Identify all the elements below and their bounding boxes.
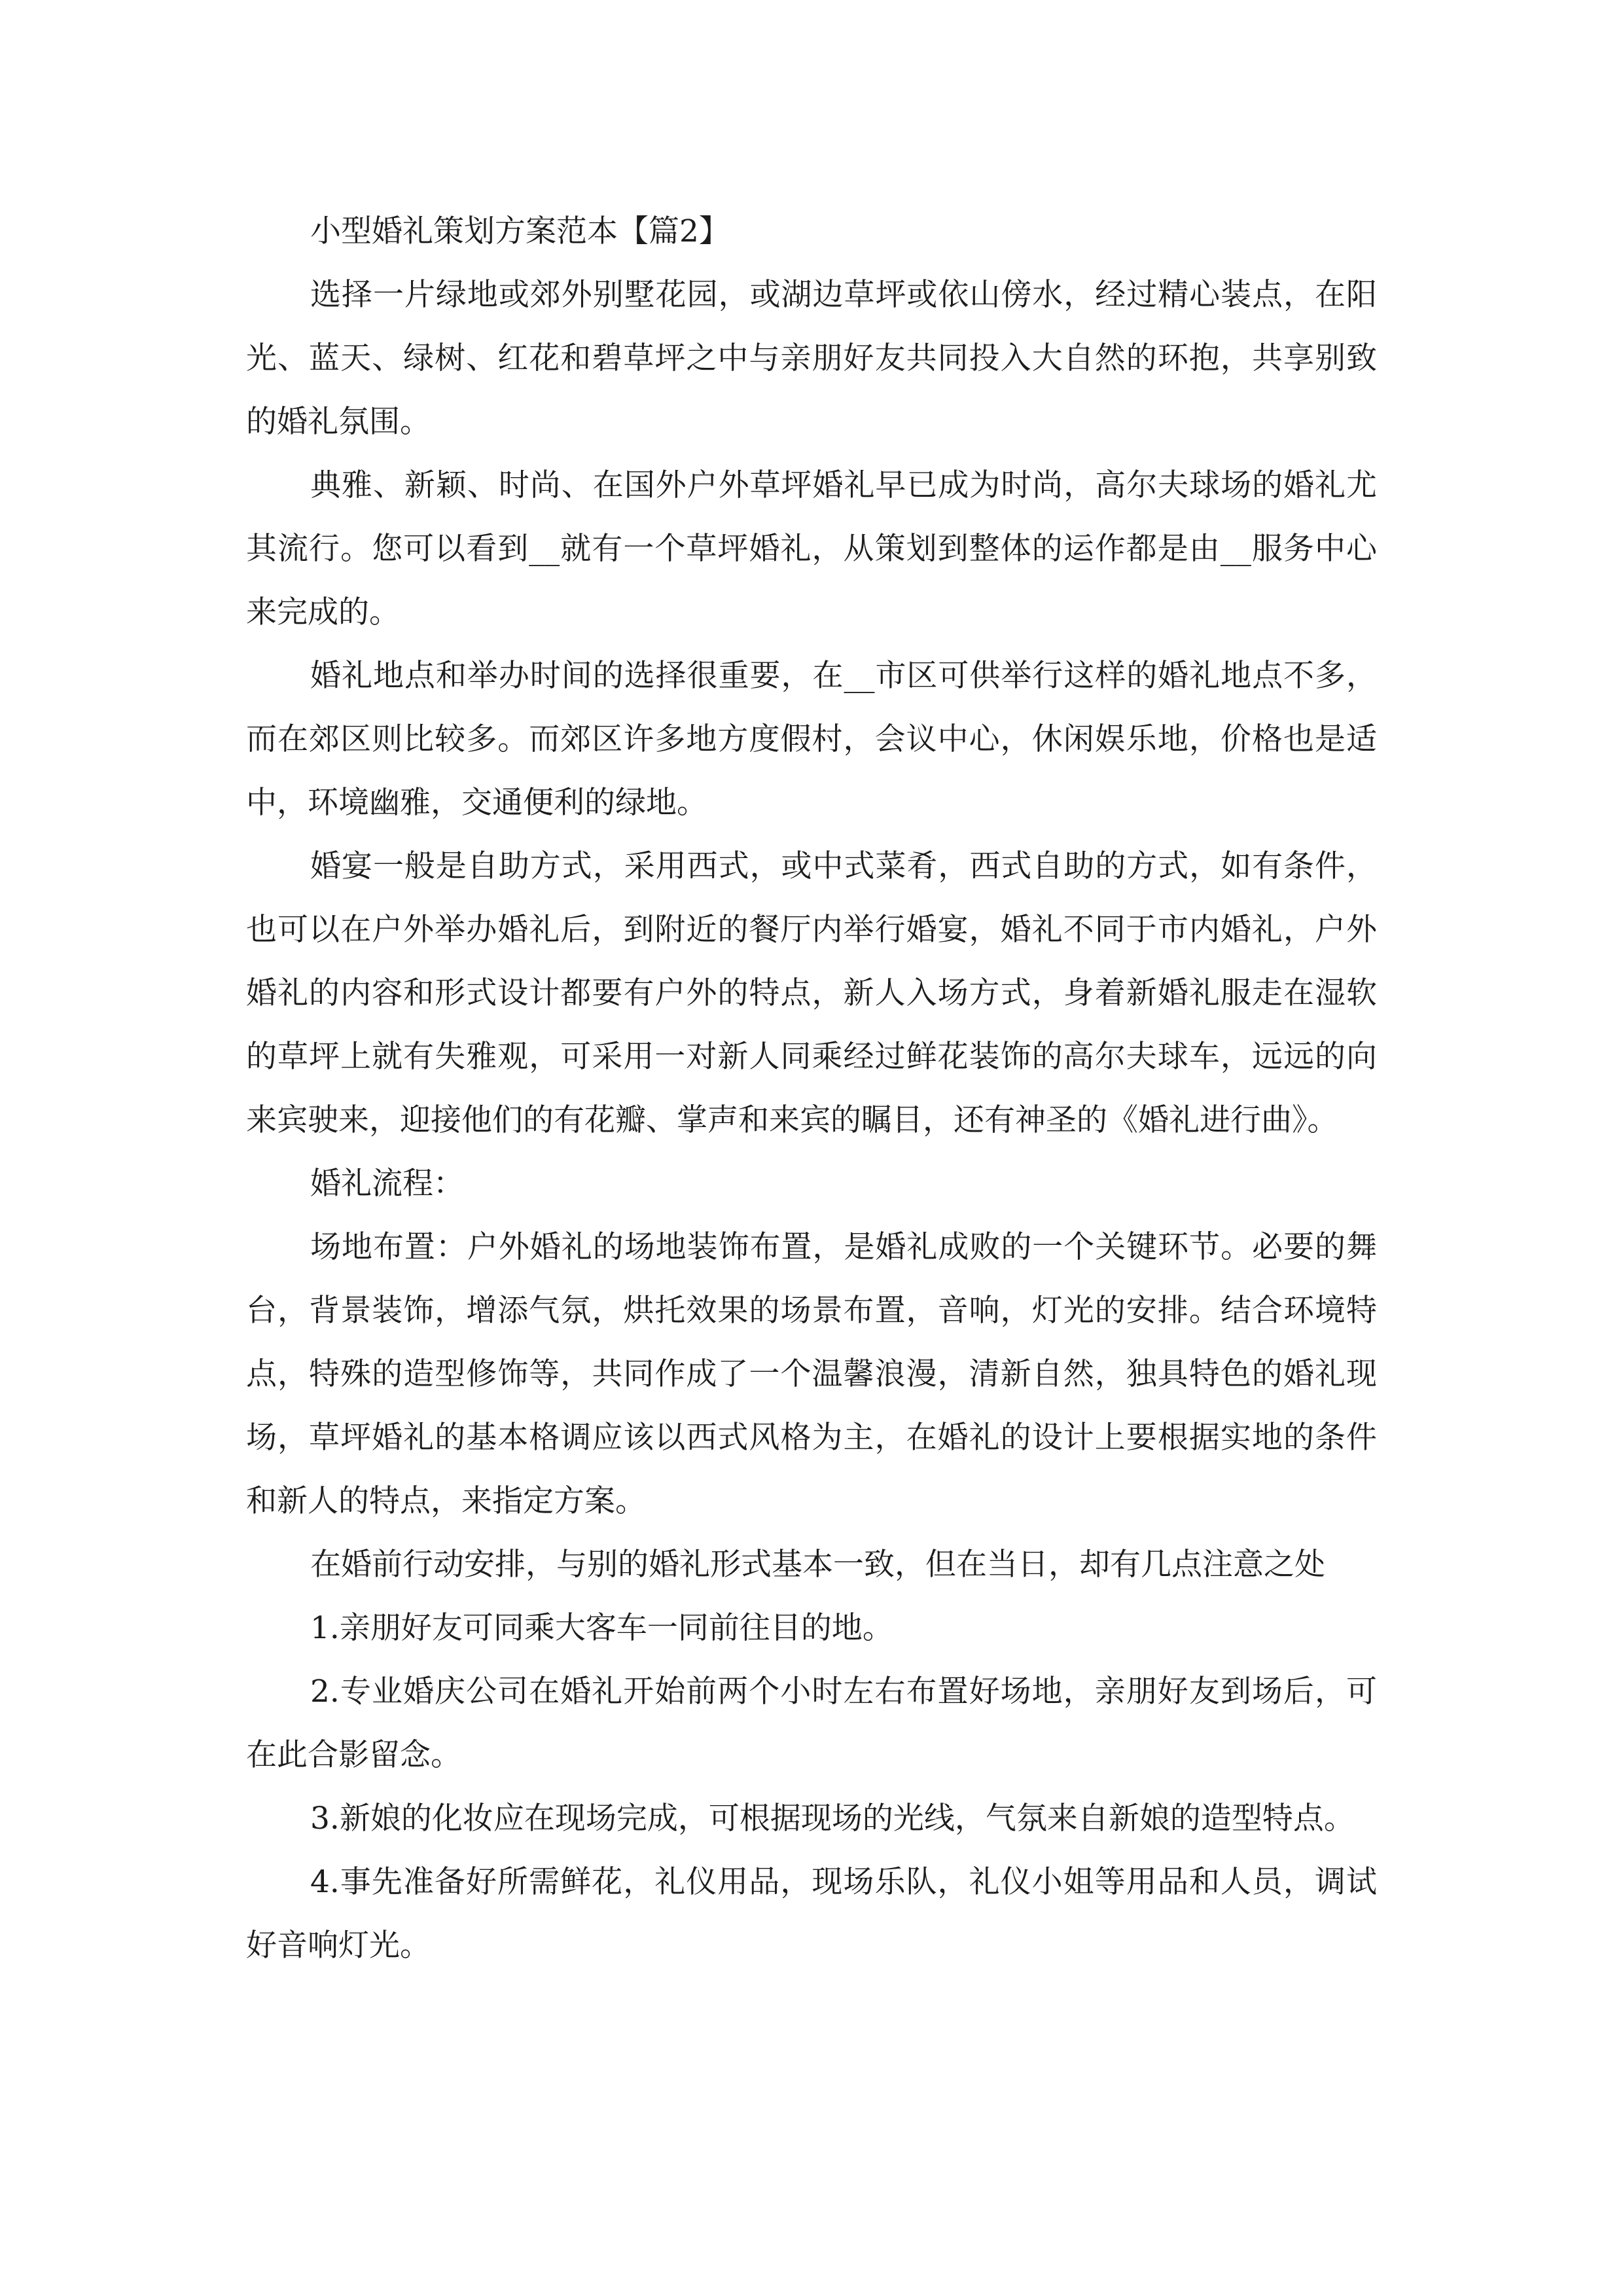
document-title: 小型婚礼策划方案范本【篇2】 <box>310 213 730 249</box>
list-item: 1.亲朋好友可同乘大客车一同前往目的地。 <box>310 1610 893 1646</box>
paragraph: 场地布置：户外婚礼的场地装饰布置，是婚礼成败的一个关键环节。必要的舞台，背景装饰，增添气氛，烘托效果的场景布置，音响，灯光的安排。结合环境特点，特殊的造型修饰等，共同作成了一个温馨浪漫，清新自然，独具特色的婚礼现场，草坪婚礼的基本格调应该以西式风格为主，在婚礼的设计上要根据实地的条件和新人的特点，来指定方案。 <box>246 1229 1377 1519</box>
list-item: 3.新娘的化妆应在现场完成，可根据现场的光线，气氛来自新娘的造型特点。 <box>310 1801 1355 1837</box>
paragraph: 婚礼地点和举办时间的选择很重要，在__市区可供举行这样的婚礼地点不多，而在郊区则比较多。而郊区许多地方度假村，会议中心，休闲娱乐地，价格也是适中，环境幽雅，交通便利的绿地。 <box>246 658 1377 821</box>
document-body <box>246 200 1377 1977</box>
list-item: 4.事先准备好所需鲜花，礼仪用品，现场乐队，礼仪小姐等用品和人员，调试好音响灯光。 <box>246 1864 1377 1964</box>
paragraph: 选择一片绿地或郊外别墅花园，或湖边草坪或依山傍水，经过精心装点，在阳光、蓝天、绿树、红花和碧草坪之中与亲朋好友共同投入大自然的环抱，共享别致的婚礼氛围。 <box>246 277 1377 440</box>
paragraph: 典雅、新颖、时尚、在国外户外草坪婚礼早已成为时尚，高尔夫球场的婚礼尤其流行。您可以看到__就有一个草坪婚礼，从策划到整体的运作都是由__服务中心来完成的。 <box>246 467 1377 630</box>
section-heading: 婚礼流程： <box>310 1166 464 1202</box>
list-item: 2.专业婚庆公司在婚礼开始前两个小时左右布置好场地，亲朋好友到场后，可在此合影留念。 <box>246 1674 1377 1773</box>
paragraph: 在婚前行动安排，与别的婚礼形式基本一致，但在当日，却有几点注意之处 <box>310 1547 1325 1583</box>
paragraph: 婚宴一般是自助方式，采用西式，或中式菜肴，西式自助的方式，如有条件，也可以在户外举办婚礼后，到附近的餐厅内举行婚宴，婚礼不同于市内婚礼，户外婚礼的内容和形式设计都要有户外的特点，新人入场方式，身着新婚礼服走在湿软的草坪上就有失雅观，可采用一对新人同乘经过鲜花装饰的高尔夫球车，远远的向来宾驶来，迎接他们的有花瓣、掌声和来宾的瞩目，还有神圣的《婚礼进行曲》。 <box>246 848 1377 1138</box>
